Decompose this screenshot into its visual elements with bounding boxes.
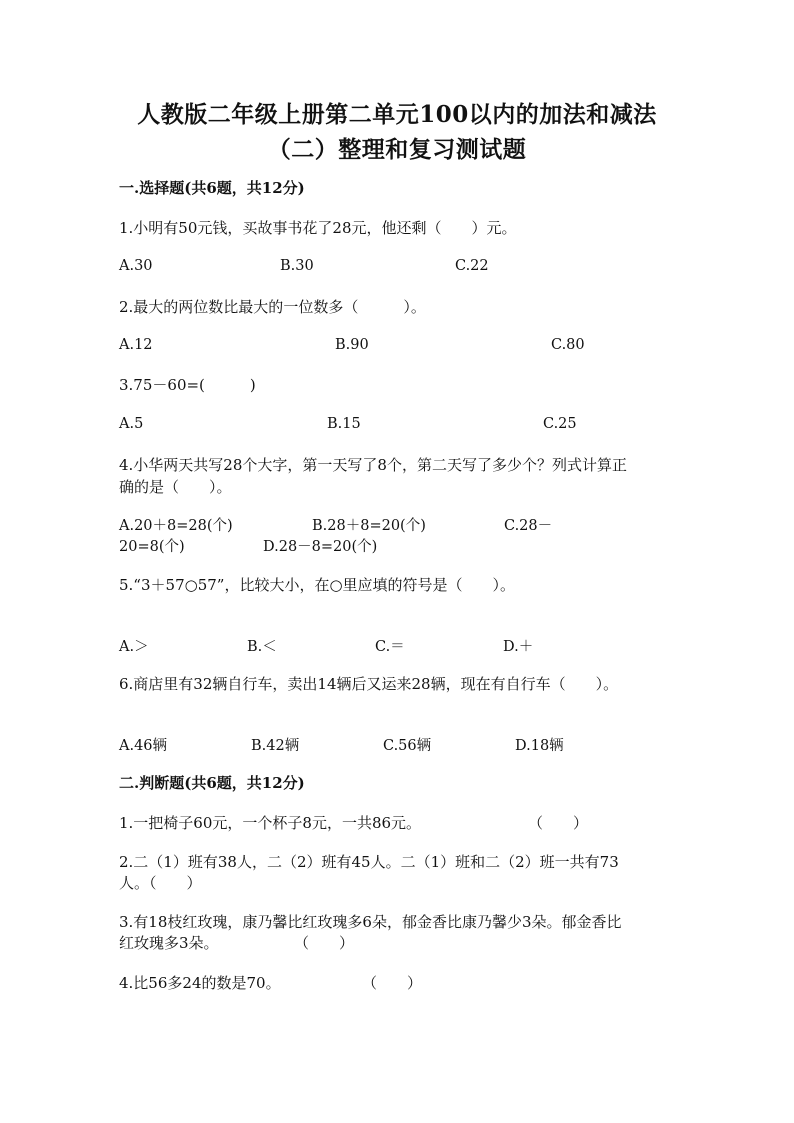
option-b: B.15	[327, 416, 361, 432]
question-text-cont: 确的是（ ）。	[119, 478, 232, 496]
option-c-cont: 20=8(个)	[119, 539, 185, 555]
question-text-cont: 人。（ ）	[119, 874, 202, 892]
option-a: A.20＋8=28(个)	[119, 518, 233, 534]
option-c: C.22	[455, 258, 489, 274]
section-heading-judge: 二.判断题(共6题，共12分)	[119, 774, 305, 792]
option-a: A.30	[119, 258, 153, 274]
answer-bracket: （ ）	[362, 974, 423, 992]
option-c: C.25	[543, 416, 577, 432]
question-text: 1.小明有50元钱，买故事书花了28元，他还剩（ ）元。	[119, 219, 517, 237]
option-c: C.＝	[375, 639, 405, 655]
option-d: D.＋	[503, 639, 534, 655]
option-b: B.28＋8=20(个)	[312, 518, 426, 534]
option-a: A.12	[119, 337, 153, 353]
question-text: 6.商店里有32辆自行车，卖出14辆后又运来28辆，现在有自行车（ ）。	[119, 675, 619, 693]
option-b: B.＜	[247, 639, 277, 655]
question-text: 2.二（1）班有38人，二（2）班有45人。二（1）班和二（2）班一共有73	[119, 853, 619, 871]
option-c: C.56辆	[383, 738, 432, 754]
answer-bracket: （ ）	[294, 934, 355, 952]
page-title-line1: 人教版二年级上册第二单元100以内的加法和减法	[137, 101, 657, 128]
option-a: A.46辆	[119, 738, 168, 754]
question-text: 1.一把椅子60元，一个杯子8元，一共86元。	[119, 814, 422, 832]
question-text: 3.75－60=( )	[119, 376, 256, 394]
question-text: 3.有18枝红玫瑰，康乃馨比红玫瑰多6朵，郁金香比康乃馨少3朵。郁金香比	[119, 913, 622, 931]
option-d: D.28－8=20(个)	[263, 539, 378, 555]
page-title-line2: （二）整理和复习测试题	[267, 136, 527, 163]
option-b: B.90	[335, 337, 369, 353]
option-b: B.30	[280, 258, 314, 274]
option-d: D.18辆	[515, 738, 564, 754]
question-text: 4.小华两天共写28个大字，第一天写了8个，第二天写了多少个？列式计算正	[119, 456, 627, 474]
option-b: B.42辆	[251, 738, 300, 754]
option-c: C.28－	[504, 518, 553, 534]
option-a: A.＞	[119, 639, 149, 655]
question-text: 2.最大的两位数比最大的一位数多（ ）。	[119, 298, 426, 316]
answer-bracket: （ ）	[528, 814, 589, 832]
question-text-cont: 红玫瑰多3朵。	[119, 934, 219, 952]
question-text: 4.比56多24的数是70。	[119, 974, 281, 992]
question-text: 5.“3＋57○57”，比较大小，在○里应填的符号是（ ）。	[119, 576, 516, 594]
option-a: A.5	[119, 416, 144, 432]
section-heading-choice: 一.选择题(共6题，共12分)	[119, 179, 305, 197]
option-c: C.80	[551, 337, 585, 353]
